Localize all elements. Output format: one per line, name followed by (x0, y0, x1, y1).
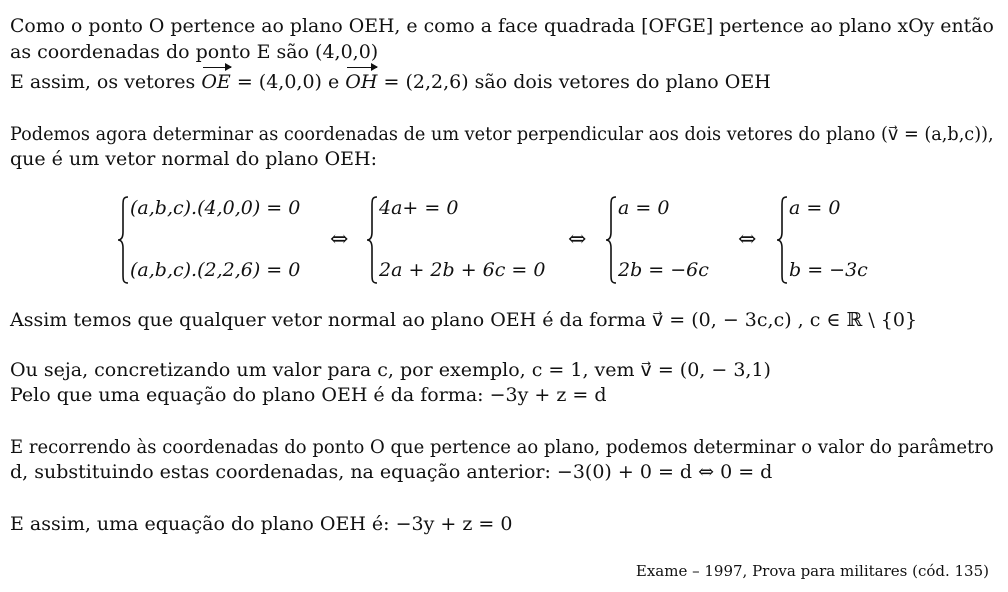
paragraph-4-line-1: Ou seja, concretizando um valor para c, por exemplo, c = 1, vem v⃗ = (0, − 3,1) (10, 359, 771, 381)
system-4-equation-1: a = 0 (789, 197, 841, 219)
paragraph-5-line-1: E recorrendo às coordenadas do ponto O que pertence ao plano, podemos determinar o valor do parâmetro (10, 436, 994, 458)
left-brace-icon (776, 196, 788, 284)
left-brace-icon (605, 196, 617, 284)
vector-oe: OE (201, 71, 231, 93)
paragraph-2-line-1: Podemos agora determinar as coordenadas de um vetor perpendicular aos dois vetores do plano (v⃗ = (a,b,c)), (10, 123, 994, 145)
paragraph-3: Assim temos que qualquer vetor normal ao plano OEH é da forma v⃗ = (0, − 3c,c) , c ∈ ℝ \ {0} (10, 309, 918, 331)
vector-oh-value: = (2,2,6) são dois vetores do plano OEH (383, 71, 771, 93)
paragraph-1-line-3 (10, 70, 771, 94)
system-2-equation-2: 2a + 2b + 6c = 0 (379, 259, 546, 281)
system-1-equation-2: (a,b,c).(2,2,6) = 0 (130, 259, 301, 281)
paragraph-1-line-2: as coordenadas do ponto E são (4,0,0) (10, 41, 379, 63)
vector-oh: OH (345, 71, 378, 93)
source-credit: Exame – 1997, Prova para militares (cód. 135) (635, 562, 989, 580)
paragraph-2-line-2: que é um vetor normal do plano OEH: (10, 148, 377, 170)
paragraph-6: E assim, uma equação do plano OEH é: −3y + z = 0 (10, 513, 513, 535)
left-brace-icon (366, 196, 378, 284)
equivalence-symbol-3: ⇔ (738, 227, 757, 252)
system-3-equation-2: 2b = −6c (618, 259, 709, 281)
paragraph-1-line-1: Como o ponto O pertence ao plano OEH, e como a face quadrada [OFGE] pertence ao plano xOy então (10, 15, 994, 37)
system-2-equation-1: 4a+ = 0 (379, 197, 459, 219)
vectors-intro-text: E assim, os vetores (10, 71, 196, 93)
paragraph-5-line-2: d, substituindo estas coordenadas, na equação anterior: −3(0) + 0 = d ⇔ 0 = d (10, 461, 773, 483)
paragraph-4-line-2: Pelo que uma equação do plano OEH é da forma: −3y + z = d (10, 384, 607, 406)
system-4-equation-2: b = −3c (789, 259, 868, 281)
system-3-equation-1: a = 0 (618, 197, 670, 219)
equivalence-symbol-1: ⇔ (330, 227, 349, 252)
vector-oe-value: = (4,0,0) e (236, 71, 340, 93)
equivalence-symbol-2: ⇔ (568, 227, 587, 252)
system-1-equation-1: (a,b,c).(4,0,0) = 0 (130, 197, 301, 219)
left-brace-icon (117, 196, 129, 284)
